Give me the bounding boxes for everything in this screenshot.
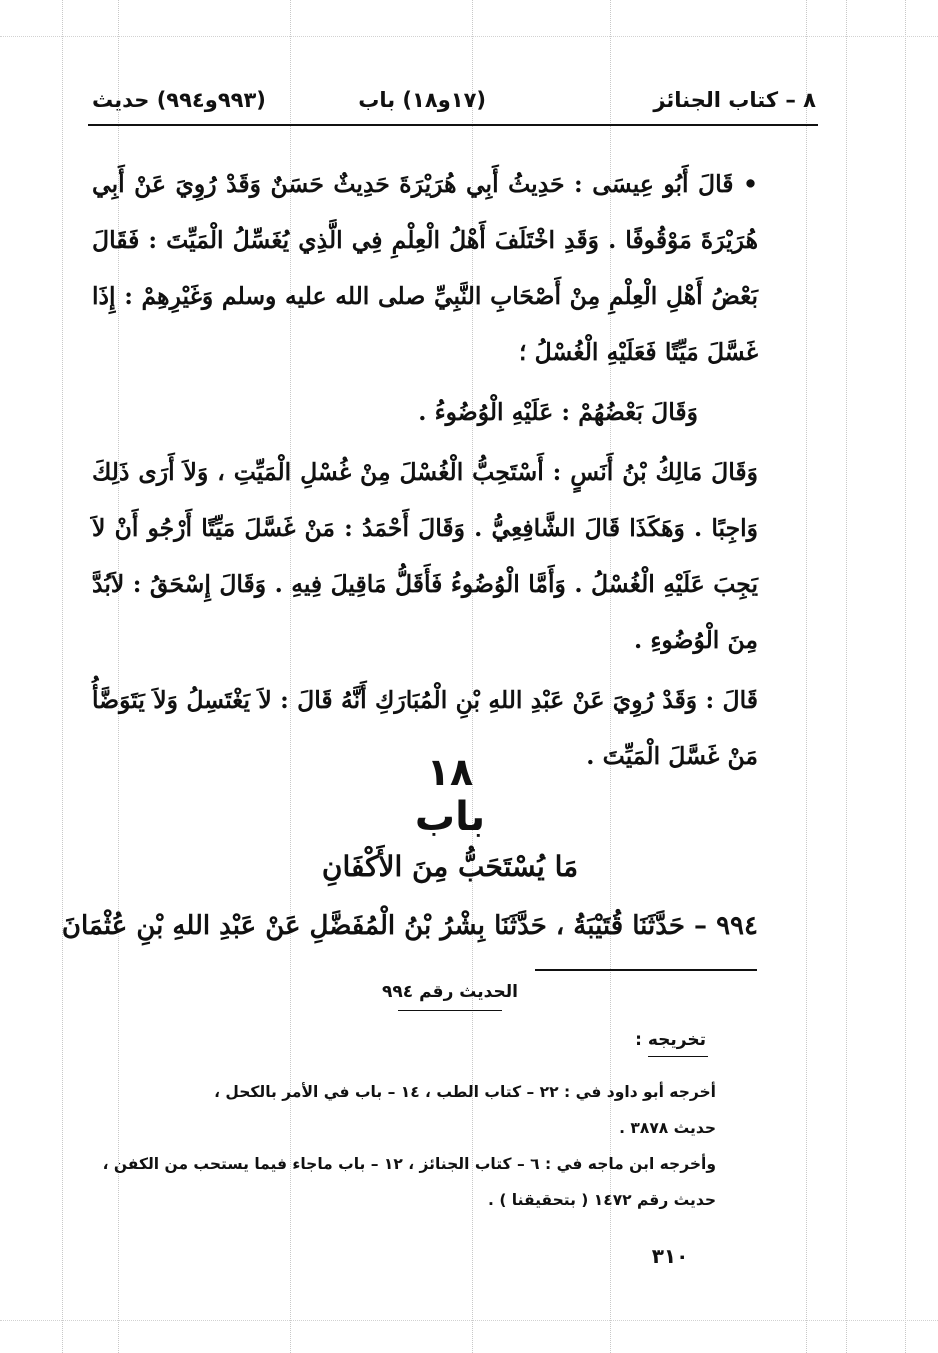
takhrij-underline: [648, 1056, 708, 1057]
footnotes: [96, 1074, 716, 1218]
paragraph: وَقَالَ بَعْضُهُمْ : عَلَيْهِ الْوُضُوءُ .: [418, 398, 698, 426]
header-rule: [88, 124, 818, 126]
footnote-separator: [535, 969, 757, 971]
chapter-number: ١٨: [426, 750, 474, 794]
hadith-opening-line: ٩٩٤ – حَدَّثَنَا قُتَيْبَةُ ، حَدَّثَنَا بِشْرُ بْنُ الْمُفَضَّلِ عَنْ عَبْدِ اللهِ بْنِ عُثْمَانَ: [61, 911, 758, 941]
page-number: ٣١٠: [651, 1244, 689, 1268]
running-head-chapter: ٨ – كتاب الجنائز: [653, 88, 816, 112]
paragraph: • قَالَ أَبُو عِيسَى : حَدِيثُ أَبِي هُرَيْرَةَ حَدِيثٌ حَسَنٌ وَقَدْ رُوِيَ عَنْ أَبِي هُرَيْرَةَ مَوْقُوفًا . وَقَدِ اخْتَلَفَ أَهْلُ الْعِلْمِ فِي الَّذِي يُغَسِّلُ الْمَيِّتَ : فَقَالَ بَعْضُ أَهْلِ الْعِلْمِ مِنْ أَصْحَابِ النَّبِيِّ صلى الله عليه وسلم وَغَيْرِهِمْ : إِذَا غَسَّلَ مَيِّتًا فَعَلَيْهِ الْغُسْلُ ؛: [92, 170, 758, 366]
footnote-line: حديث ٣٨٧٨ .: [619, 1119, 716, 1137]
running-head-bab: (١٧و١٨) باب: [358, 88, 486, 112]
main-text: [92, 156, 758, 788]
footnote-line: حديث رقم ١٤٧٢ ( بتحقيقنا ) .: [488, 1191, 716, 1209]
paragraph: وَقَالَ مَالِكُ بْنُ أَنَسٍ : أَسْتَحِبُّ الْغُسْلَ مِنْ غُسْلِ الْمَيِّتِ ، وَلاَ أَرَى ذَلِكَ وَاجِبًا . وَهَكَذَا قَالَ الشَّافِعِيُّ . وَقَالَ أَحْمَدُ : مَنْ غَسَّلَ مَيِّتًا أَرْجُو أَنْ لاَ يَجِبَ عَلَيْهِ الْغُسْلُ . وَأَمَّا الْوُضُوءُ فَأَقَلُّ مَاقِيلَ فِيهِ . وَقَالَ إِسْحَقُ : لاَبُدَّ مِنَ الْوُضُوءِ .: [92, 458, 758, 654]
takhrij-label: تخريجه :: [635, 1030, 706, 1050]
chapter-word: باب: [414, 794, 486, 840]
footnote-line: وأخرجه ابن ماجه في : ٦ – كتاب الجنائز ، ١٢ – باب ماجاء فيما يستحب من الكفن ،: [102, 1155, 716, 1173]
footnote-line: أخرجه أبو داود في : ٢٢ – كتاب الطب ، ١٤ – باب في الأمر بالكحل ،: [214, 1083, 716, 1101]
footnote-heading-underline: [398, 1010, 502, 1011]
footnote-heading: الحديث رقم ٩٩٤: [382, 982, 518, 1002]
running-head: [92, 82, 816, 122]
chapter-title: مَا يُسْتَحَبُّ مِنَ الأَكْفَانِ: [321, 850, 579, 883]
running-head-hadith: (٩٩٣و٩٩٤) حديث: [92, 88, 266, 112]
paragraph: قَالَ : وَقَدْ رُوِيَ عَنْ عَبْدِ اللهِ بْنِ الْمُبَارَكِ أَنَّهُ قَالَ : لاَ يَغْتَسِلُ وَلاَ يَتَوَضَّأُ مَنْ غَسَّلَ الْمَيِّتَ .: [92, 686, 758, 770]
